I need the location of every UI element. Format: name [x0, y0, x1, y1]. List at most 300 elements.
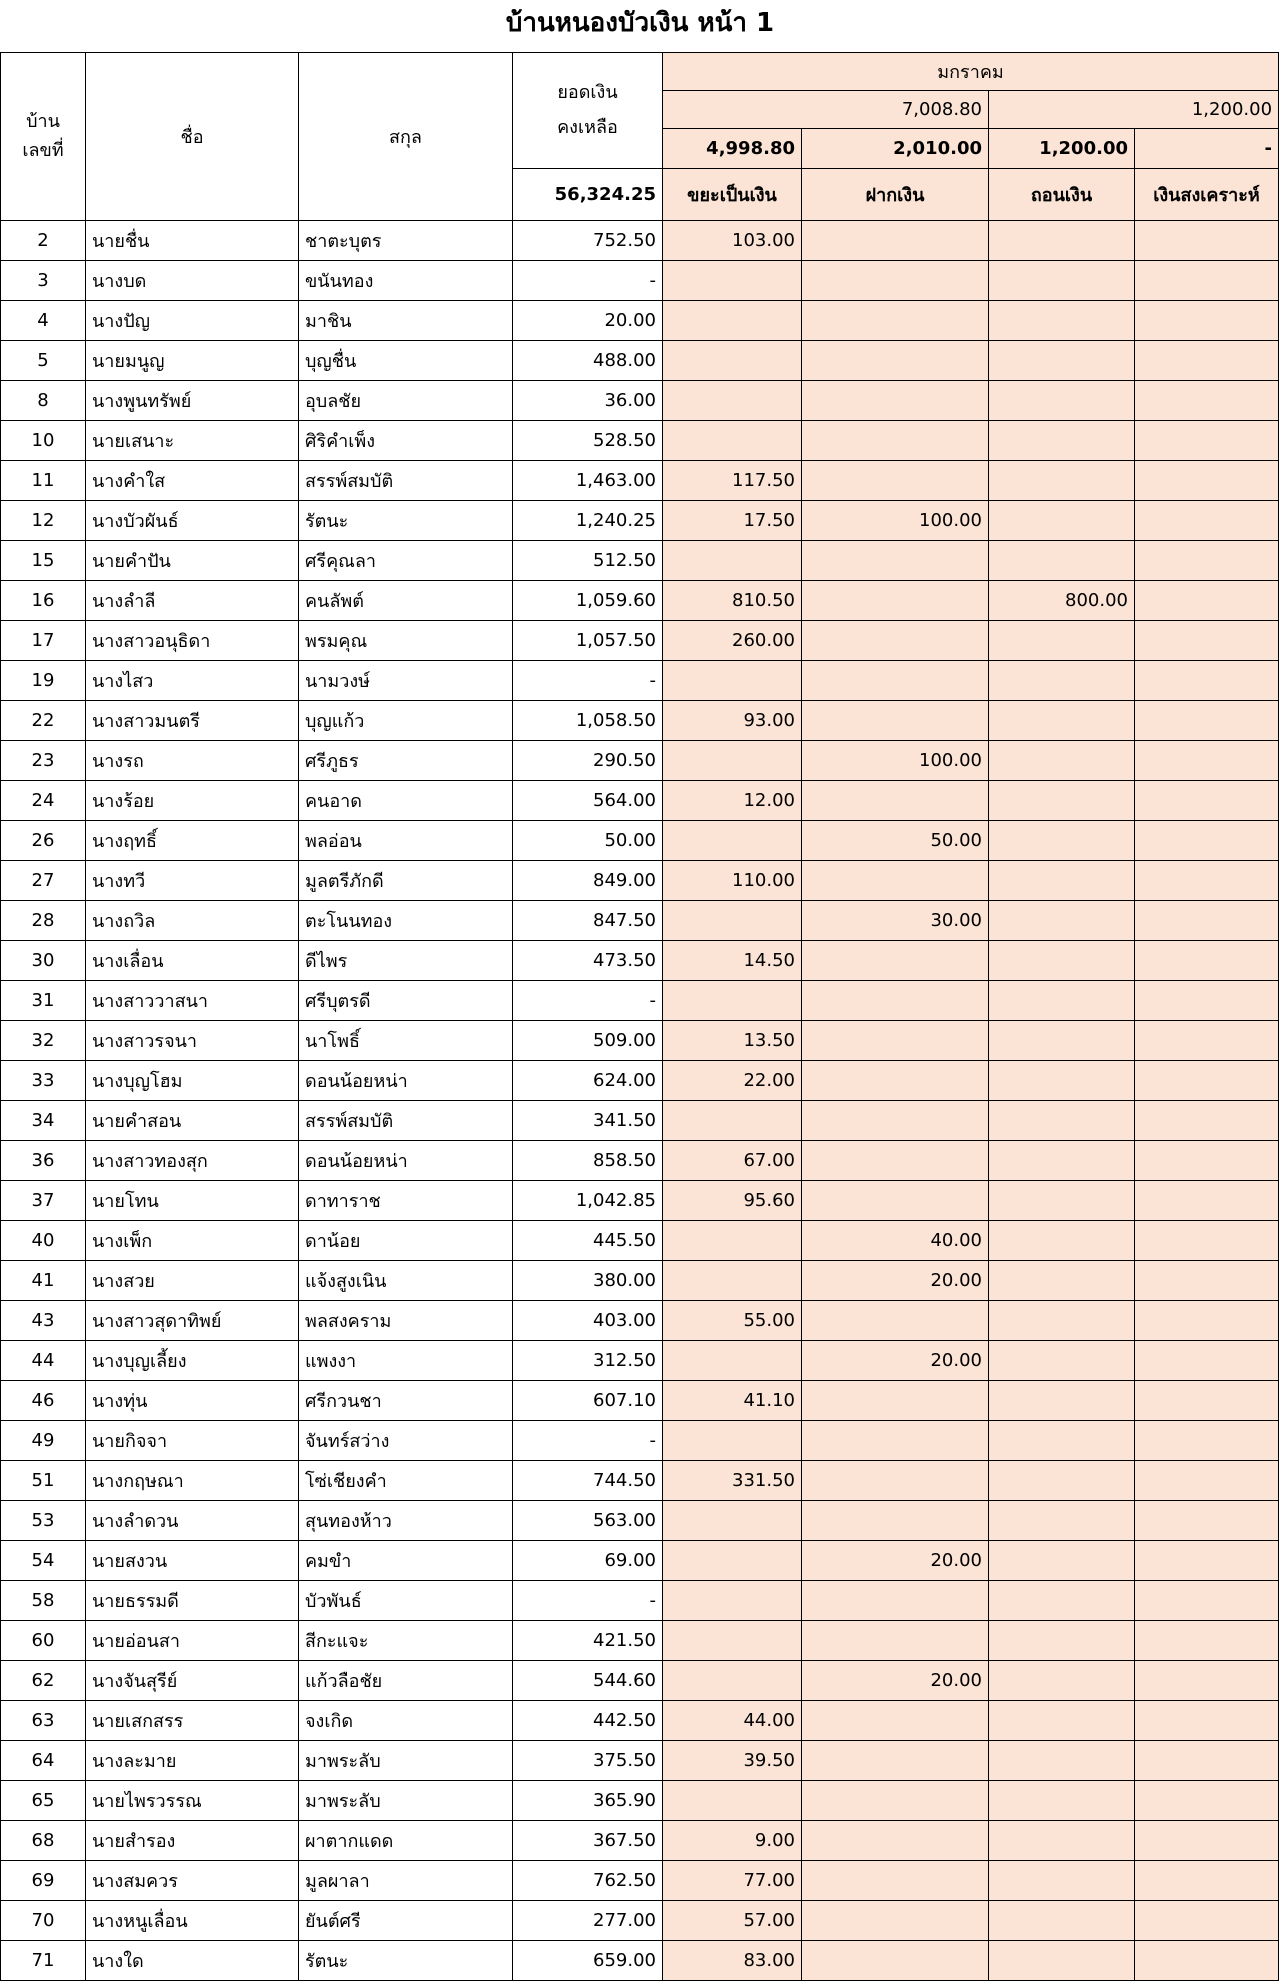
cell-welfare [1135, 541, 1279, 581]
cell-name: นางบุญโฮม [86, 1061, 299, 1101]
cell-name: นางจันสุรีย์ [86, 1661, 299, 1701]
cell-withdraw [989, 541, 1135, 581]
cell-surname: ผาตากแดด [299, 1821, 513, 1861]
table-row [1, 1661, 1279, 1701]
header-month-total-out: 1,200.00 [989, 91, 1279, 129]
cell-name: นายมนูญ [86, 341, 299, 381]
cell-deposit [802, 1141, 989, 1181]
cell-waste: 83.00 [663, 1941, 802, 1981]
cell-withdraw [989, 941, 1135, 981]
table-row [1, 1501, 1279, 1541]
cell-balance: - [513, 981, 663, 1021]
cell-name: นายคำปัน [86, 541, 299, 581]
cell-welfare [1135, 861, 1279, 901]
cell-balance: 473.50 [513, 941, 663, 981]
cell-deposit [802, 1621, 989, 1661]
cell-surname: มาชิน [299, 301, 513, 341]
cell-house-no: 64 [1, 1741, 86, 1781]
cell-name: นางทุ่น [86, 1381, 299, 1421]
cell-withdraw [989, 1061, 1135, 1101]
cell-waste [663, 341, 802, 381]
cell-welfare [1135, 461, 1279, 501]
cell-house-no: 32 [1, 1021, 86, 1061]
cell-deposit: 20.00 [802, 1541, 989, 1581]
cell-house-no: 37 [1, 1181, 86, 1221]
cell-withdraw [989, 1941, 1135, 1981]
cell-deposit: 30.00 [802, 901, 989, 941]
subtotal-welfare: - [1135, 129, 1279, 169]
cell-welfare [1135, 1101, 1279, 1141]
cell-surname: มาพระลับ [299, 1741, 513, 1781]
cell-welfare [1135, 1421, 1279, 1461]
cell-surname: มาพระลับ [299, 1781, 513, 1821]
table-row [1, 461, 1279, 501]
table-row [1, 1301, 1279, 1341]
cell-balance: - [513, 661, 663, 701]
cell-deposit [802, 1861, 989, 1901]
cell-surname: ดอนน้อยหน่า [299, 1061, 513, 1101]
cell-waste: 93.00 [663, 701, 802, 741]
column-header-welfare: เงินสงเคราะห์ [1135, 169, 1279, 221]
cell-balance: 563.00 [513, 1501, 663, 1541]
cell-deposit [802, 621, 989, 661]
cell-waste: 17.50 [663, 501, 802, 541]
cell-withdraw [989, 1301, 1135, 1341]
cell-house-no: 4 [1, 301, 86, 341]
column-header-deposit: ฝากเงิน [802, 169, 989, 221]
cell-welfare [1135, 421, 1279, 461]
header-balance-line1: ยอดเงิน [557, 82, 618, 104]
cell-deposit [802, 341, 989, 381]
cell-surname: โซ่เชียงคำ [299, 1461, 513, 1501]
cell-welfare [1135, 381, 1279, 421]
cell-house-no: 16 [1, 581, 86, 621]
cell-name: นางคำใส [86, 461, 299, 501]
cell-balance: 290.50 [513, 741, 663, 781]
cell-waste [663, 1541, 802, 1581]
cell-welfare [1135, 1181, 1279, 1221]
cell-house-no: 12 [1, 501, 86, 541]
cell-balance: 849.00 [513, 861, 663, 901]
cell-balance: 1,057.50 [513, 621, 663, 661]
cell-name: นางหนูเลื่อน [86, 1901, 299, 1941]
cell-waste: 810.50 [663, 581, 802, 621]
table-row [1, 1381, 1279, 1421]
cell-house-no: 17 [1, 621, 86, 661]
cell-waste [663, 381, 802, 421]
cell-balance: 564.00 [513, 781, 663, 821]
cell-waste: 95.60 [663, 1181, 802, 1221]
cell-welfare [1135, 1861, 1279, 1901]
cell-surname: อุบลชัย [299, 381, 513, 421]
cell-withdraw [989, 701, 1135, 741]
cell-surname: มูลตรีภักดี [299, 861, 513, 901]
cell-deposit [802, 781, 989, 821]
table-row [1, 1621, 1279, 1661]
cell-waste: 39.50 [663, 1741, 802, 1781]
cell-withdraw [989, 381, 1135, 421]
cell-house-no: 60 [1, 1621, 86, 1661]
cell-surname: ขนันทอง [299, 261, 513, 301]
cell-house-no: 15 [1, 541, 86, 581]
cell-waste [663, 981, 802, 1021]
cell-withdraw [989, 261, 1135, 301]
cell-balance: 1,463.00 [513, 461, 663, 501]
cell-deposit: 40.00 [802, 1221, 989, 1261]
table-row [1, 541, 1279, 581]
cell-name: นางละมาย [86, 1741, 299, 1781]
cell-surname: พรมคุณ [299, 621, 513, 661]
cell-welfare [1135, 1461, 1279, 1501]
table-row [1, 1061, 1279, 1101]
cell-deposit [802, 1461, 989, 1501]
header-surname: สกุล [299, 53, 513, 221]
cell-surname: แก้วลือชัย [299, 1661, 513, 1701]
table-row [1, 701, 1279, 741]
cell-withdraw [989, 1221, 1135, 1261]
cell-welfare [1135, 221, 1279, 261]
cell-name: นางถวิล [86, 901, 299, 941]
cell-name: นางร้อย [86, 781, 299, 821]
cell-house-no: 23 [1, 741, 86, 781]
cell-house-no: 49 [1, 1421, 86, 1461]
cell-house-no: 30 [1, 941, 86, 981]
cell-name: นางใด [86, 1941, 299, 1981]
cell-waste: 57.00 [663, 1901, 802, 1941]
cell-balance: 421.50 [513, 1621, 663, 1661]
cell-waste [663, 301, 802, 341]
cell-withdraw [989, 621, 1135, 661]
table-row [1, 1821, 1279, 1861]
header-house-no [1, 53, 86, 221]
cell-waste: 9.00 [663, 1821, 802, 1861]
cell-surname: พลอ่อน [299, 821, 513, 861]
cell-name: นางกฤษณา [86, 1461, 299, 1501]
cell-deposit [802, 261, 989, 301]
cell-name: นางปัญ [86, 301, 299, 341]
cell-name: นายเสกสรร [86, 1701, 299, 1741]
cell-withdraw [989, 221, 1135, 261]
cell-surname: แพงงา [299, 1341, 513, 1381]
cell-house-no: 33 [1, 1061, 86, 1101]
cell-waste [663, 1261, 802, 1301]
table-row [1, 941, 1279, 981]
cell-deposit: 20.00 [802, 1341, 989, 1381]
table-row [1, 581, 1279, 621]
cell-welfare [1135, 621, 1279, 661]
cell-withdraw [989, 1501, 1135, 1541]
table-row [1, 741, 1279, 781]
cell-waste [663, 901, 802, 941]
cell-name: นางสาวอนุธิดา [86, 621, 299, 661]
cell-house-no: 58 [1, 1581, 86, 1621]
cell-welfare [1135, 1261, 1279, 1301]
cell-welfare [1135, 1301, 1279, 1341]
cell-deposit [802, 581, 989, 621]
table-row [1, 1181, 1279, 1221]
cell-surname: ดีไพร [299, 941, 513, 981]
cell-balance: 744.50 [513, 1461, 663, 1501]
cell-deposit [802, 981, 989, 1021]
cell-waste: 22.00 [663, 1061, 802, 1101]
cell-withdraw [989, 1341, 1135, 1381]
cell-balance: 312.50 [513, 1341, 663, 1381]
header-balance [513, 53, 663, 169]
cell-balance: 69.00 [513, 1541, 663, 1581]
cell-waste [663, 1621, 802, 1661]
cell-house-no: 51 [1, 1461, 86, 1501]
cell-deposit [802, 1821, 989, 1861]
table-row [1, 781, 1279, 821]
table-row [1, 1781, 1279, 1821]
table-row [1, 381, 1279, 421]
cell-withdraw [989, 1861, 1135, 1901]
cell-welfare [1135, 1221, 1279, 1261]
cell-name: นายธรรมดี [86, 1581, 299, 1621]
cell-deposit [802, 661, 989, 701]
cell-name: นางไสว [86, 661, 299, 701]
cell-waste [663, 1221, 802, 1261]
cell-welfare [1135, 1661, 1279, 1701]
cell-name: นางพูนทรัพย์ [86, 381, 299, 421]
cell-balance: 1,059.60 [513, 581, 663, 621]
cell-welfare [1135, 661, 1279, 701]
cell-surname: ศิริคำเพ็ง [299, 421, 513, 461]
cell-deposit: 20.00 [802, 1661, 989, 1701]
cell-surname: นาโพธิ์ [299, 1021, 513, 1061]
cell-welfare [1135, 1821, 1279, 1861]
cell-surname: ชาตะบุตร [299, 221, 513, 261]
cell-withdraw [989, 821, 1135, 861]
cell-withdraw [989, 1141, 1135, 1181]
cell-house-no: 19 [1, 661, 86, 701]
cell-withdraw [989, 981, 1135, 1021]
table-row [1, 1701, 1279, 1741]
cell-waste: 55.00 [663, 1301, 802, 1341]
cell-balance: 1,240.25 [513, 501, 663, 541]
table-row [1, 1861, 1279, 1901]
cell-house-no: 54 [1, 1541, 86, 1581]
cell-name: นางสาวทองสุก [86, 1141, 299, 1181]
cell-welfare [1135, 741, 1279, 781]
cell-deposit [802, 421, 989, 461]
cell-welfare [1135, 1941, 1279, 1981]
cell-surname: ศรีภูธร [299, 741, 513, 781]
cell-withdraw [989, 901, 1135, 941]
cell-deposit [802, 381, 989, 421]
cell-welfare [1135, 1741, 1279, 1781]
cell-surname: มูลผาลา [299, 1861, 513, 1901]
cell-welfare [1135, 1541, 1279, 1581]
cell-withdraw [989, 301, 1135, 341]
cell-withdraw [989, 1781, 1135, 1821]
cell-withdraw [989, 861, 1135, 901]
cell-balance: 341.50 [513, 1101, 663, 1141]
cell-waste [663, 1421, 802, 1461]
table-row [1, 1221, 1279, 1261]
cell-deposit [802, 1581, 989, 1621]
cell-name: นายอ่อนสา [86, 1621, 299, 1661]
balance-total: 56,324.25 [513, 169, 663, 221]
cell-house-no: 34 [1, 1101, 86, 1141]
cell-withdraw [989, 1621, 1135, 1661]
cell-name: นางรถ [86, 741, 299, 781]
cell-withdraw [989, 341, 1135, 381]
cell-withdraw [989, 661, 1135, 701]
cell-deposit [802, 1301, 989, 1341]
cell-name: นางเพ็ก [86, 1221, 299, 1261]
cell-deposit [802, 1741, 989, 1781]
table-row [1, 1261, 1279, 1301]
table-row [1, 1741, 1279, 1781]
cell-withdraw: 800.00 [989, 581, 1135, 621]
cell-waste: 41.10 [663, 1381, 802, 1421]
cell-house-no: 40 [1, 1221, 86, 1261]
table-row [1, 901, 1279, 941]
subtotal-waste: 4,998.80 [663, 129, 802, 169]
cell-waste [663, 661, 802, 701]
table-row [1, 1101, 1279, 1141]
cell-house-no: 28 [1, 901, 86, 941]
cell-balance: 659.00 [513, 1941, 663, 1981]
cell-waste: 44.00 [663, 1701, 802, 1741]
cell-house-no: 53 [1, 1501, 86, 1541]
cell-balance: 607.10 [513, 1381, 663, 1421]
cell-house-no: 43 [1, 1301, 86, 1341]
cell-surname: สรรพ์สมบัติ [299, 1101, 513, 1141]
cell-surname: ศรีคุณลา [299, 541, 513, 581]
cell-welfare [1135, 1501, 1279, 1541]
cell-surname: รัตนะ [299, 1941, 513, 1981]
cell-surname: สรรพ์สมบัติ [299, 461, 513, 501]
cell-name: นายชื่น [86, 221, 299, 261]
cell-house-no: 65 [1, 1781, 86, 1821]
table-row [1, 1341, 1279, 1381]
cell-name: นางลำลี [86, 581, 299, 621]
cell-welfare [1135, 1581, 1279, 1621]
cell-house-no: 22 [1, 701, 86, 741]
cell-balance: 512.50 [513, 541, 663, 581]
cell-house-no: 5 [1, 341, 86, 381]
cell-waste: 117.50 [663, 461, 802, 501]
cell-waste [663, 1101, 802, 1141]
cell-deposit [802, 1101, 989, 1141]
cell-name: นางสาววาสนา [86, 981, 299, 1021]
cell-withdraw [989, 1461, 1135, 1501]
cell-waste [663, 541, 802, 581]
cell-name: นางสวย [86, 1261, 299, 1301]
cell-house-no: 10 [1, 421, 86, 461]
cell-waste: 331.50 [663, 1461, 802, 1501]
subtotal-withdraw: 1,200.00 [989, 129, 1135, 169]
cell-house-no: 36 [1, 1141, 86, 1181]
cell-withdraw [989, 781, 1135, 821]
cell-deposit [802, 1501, 989, 1541]
table-row [1, 661, 1279, 701]
cell-withdraw [989, 1661, 1135, 1701]
cell-name: นางลำดวน [86, 1501, 299, 1541]
cell-waste [663, 1581, 802, 1621]
table-row [1, 221, 1279, 261]
cell-balance: 20.00 [513, 301, 663, 341]
cell-welfare [1135, 341, 1279, 381]
cell-deposit [802, 1781, 989, 1821]
cell-house-no: 62 [1, 1661, 86, 1701]
table-row [1, 261, 1279, 301]
cell-withdraw [989, 1181, 1135, 1221]
cell-welfare [1135, 941, 1279, 981]
table-row [1, 1141, 1279, 1181]
cell-withdraw [989, 1901, 1135, 1941]
cell-waste: 13.50 [663, 1021, 802, 1061]
cell-welfare [1135, 781, 1279, 821]
table-row [1, 501, 1279, 541]
cell-balance: 488.00 [513, 341, 663, 381]
cell-house-no: 11 [1, 461, 86, 501]
table-row [1, 301, 1279, 341]
cell-name: นางทวี [86, 861, 299, 901]
cell-balance: 624.00 [513, 1061, 663, 1101]
cell-surname: บุญชื่น [299, 341, 513, 381]
cell-house-no: 44 [1, 1341, 86, 1381]
cell-waste [663, 421, 802, 461]
cell-surname: ดาทาราช [299, 1181, 513, 1221]
cell-withdraw [989, 501, 1135, 541]
cell-house-no: 3 [1, 261, 86, 301]
table-row [1, 821, 1279, 861]
cell-surname: ศรีบุตรดี [299, 981, 513, 1021]
cell-welfare [1135, 821, 1279, 861]
header-house-no-line1: บ้าน [26, 110, 60, 132]
cell-welfare [1135, 1061, 1279, 1101]
cell-welfare [1135, 581, 1279, 621]
cell-balance: 442.50 [513, 1701, 663, 1741]
cell-deposit [802, 1381, 989, 1421]
cell-waste [663, 1661, 802, 1701]
cell-balance: 365.90 [513, 1781, 663, 1821]
cell-waste: 260.00 [663, 621, 802, 661]
cell-deposit [802, 1061, 989, 1101]
table-row [1, 1021, 1279, 1061]
cell-name: นายคำสอน [86, 1101, 299, 1141]
cell-balance: 403.00 [513, 1301, 663, 1341]
cell-waste: 110.00 [663, 861, 802, 901]
table-row [1, 1421, 1279, 1461]
cell-surname: ศรีกวนชา [299, 1381, 513, 1421]
cell-welfare [1135, 901, 1279, 941]
cell-deposit [802, 221, 989, 261]
cell-house-no: 26 [1, 821, 86, 861]
cell-deposit [802, 1181, 989, 1221]
cell-name: นายไพรวรรณ [86, 1781, 299, 1821]
cell-withdraw [989, 461, 1135, 501]
cell-surname: คมขำ [299, 1541, 513, 1581]
cell-balance: 528.50 [513, 421, 663, 461]
cell-house-no: 31 [1, 981, 86, 1021]
cell-surname: ดอนน้อยหน่า [299, 1141, 513, 1181]
header-month-total-in: 7,008.80 [663, 91, 989, 129]
cell-withdraw [989, 1581, 1135, 1621]
cell-deposit [802, 1421, 989, 1461]
cell-surname: ดาน้อย [299, 1221, 513, 1261]
cell-surname: จันทร์สว่าง [299, 1421, 513, 1461]
cell-waste: 67.00 [663, 1141, 802, 1181]
cell-name: นายเสนาะ [86, 421, 299, 461]
table-row [1, 1541, 1279, 1581]
cell-name: นางสาวรจนา [86, 1021, 299, 1061]
cell-name: นางบัวผันธ์ [86, 501, 299, 541]
cell-house-no: 68 [1, 1821, 86, 1861]
